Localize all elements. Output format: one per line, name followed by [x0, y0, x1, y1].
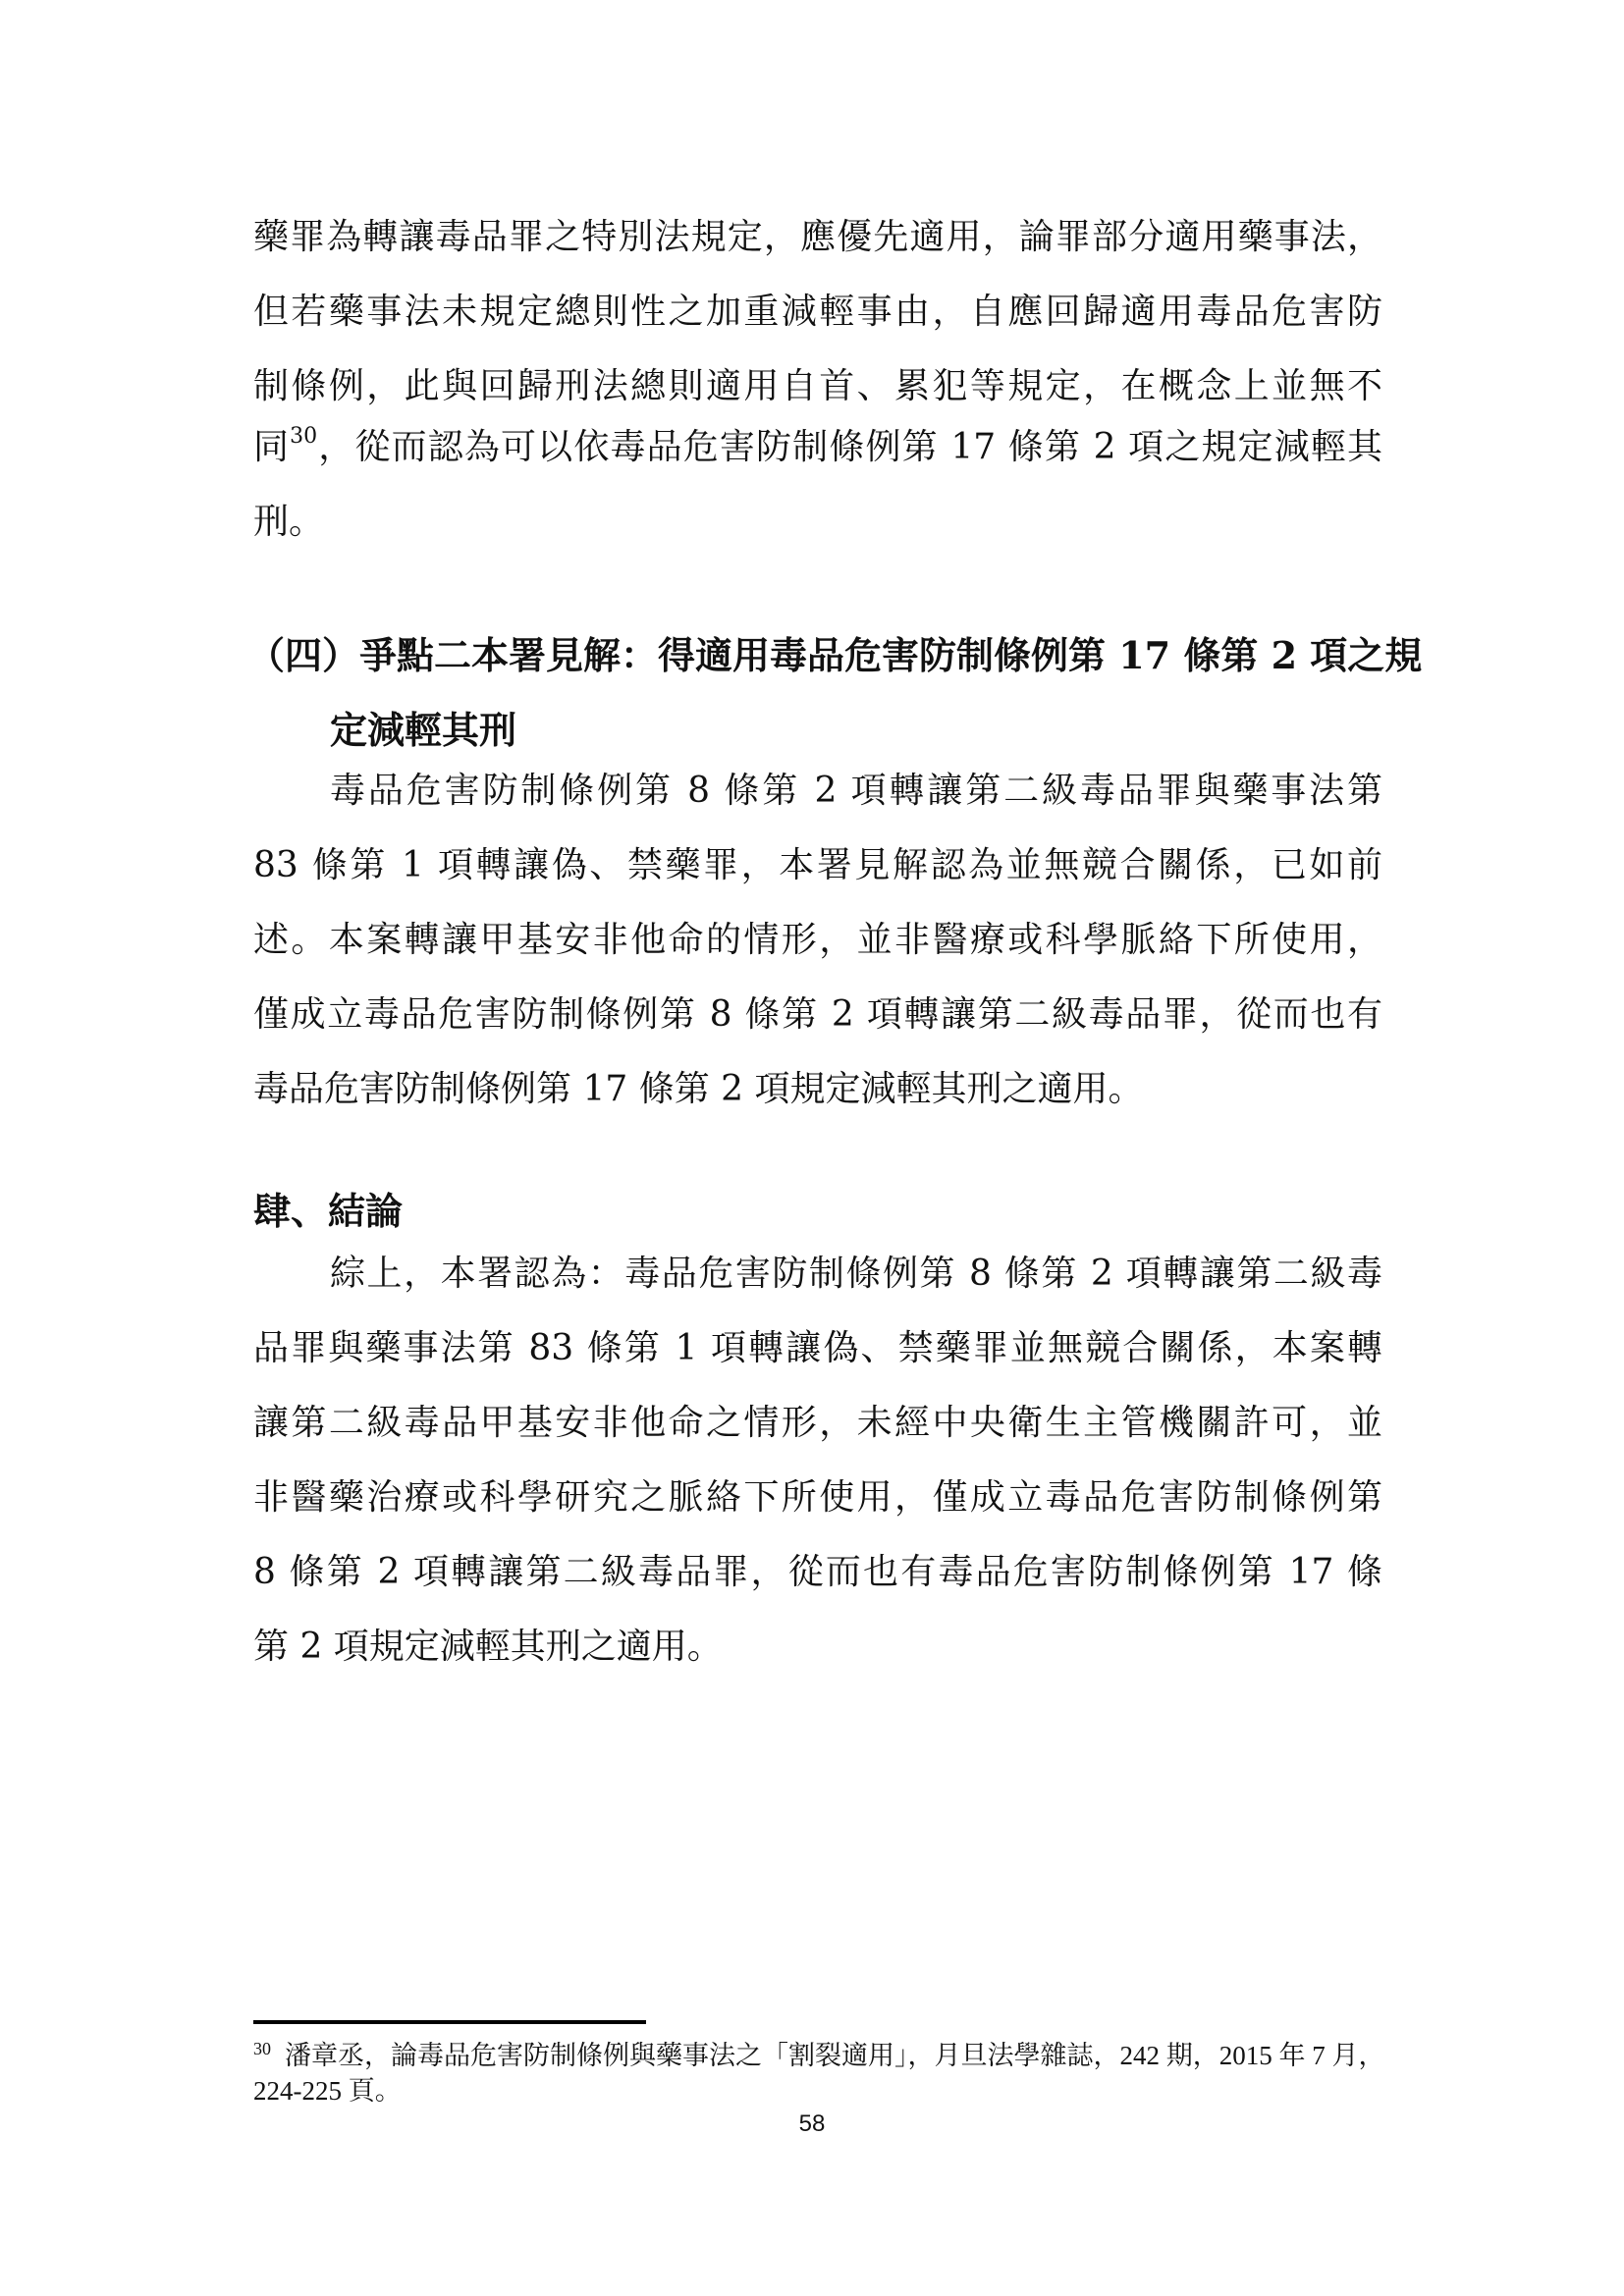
paragraph-line: 毒品危害防制條例第 8 條第 2 項轉讓第二級毒品罪與藥事法第: [330, 771, 1382, 811]
paragraph-line-with-footnote-ref: [253, 410, 1382, 485]
paragraph-text: 同: [253, 427, 291, 467]
footnote-text: 潘章丞，論毒品危害防制條例與藥事法之「割裂適用」，月旦法學雜誌，242 期，2015 年 7 月，: [285, 2041, 1385, 2070]
footnote: [253, 2038, 1385, 2076]
section-heading-continuation: 定減輕其刑: [330, 708, 517, 752]
page-number: 58: [798, 2110, 826, 2137]
paragraph-line: 讓第二級毒品甲基安非他命之情形，未經中央衛生主管機關許可，並: [253, 1403, 1382, 1443]
footnote-separator: [253, 2020, 646, 2024]
paragraph-line: 83 條第 1 項轉讓偽、禁藥罪，本署見解認為並無競合關係，已如前: [253, 845, 1382, 885]
paragraph-line: 品罪與藥事法第 83 條第 1 項轉讓偽、禁藥罪並無競合關係，本案轉: [253, 1328, 1382, 1368]
paragraph-line: 毒品危害防制條例第 17 條第 2 項規定減輕其刑之適用。: [253, 1069, 1144, 1109]
conclusion-heading: 肆、結論: [253, 1189, 404, 1233]
paragraph-line: 綜上，本署認為：毒品危害防制條例第 8 條第 2 項轉讓第二級毒: [330, 1254, 1382, 1294]
paragraph-line: 刑。: [253, 502, 325, 542]
footnote-number: 30: [253, 2039, 271, 2058]
paragraph-line: 僅成立毒品危害防制條例第 8 條第 2 項轉讓第二級毒品罪，從而也有: [253, 994, 1382, 1035]
paragraph-line: 非醫藥治療或科學研究之脈絡下所使用，僅成立毒品危害防制條例第: [253, 1477, 1382, 1518]
footnote-reference[interactable]: 30: [290, 424, 318, 449]
paragraph-line: 但若藥事法未規定總則性之加重減輕事由，自應回歸適用毒品危害防: [253, 292, 1382, 332]
paragraph-line: 第 2 項規定減輕其刑之適用。: [253, 1627, 723, 1667]
paragraph-line: 制條例，此與回歸刑法總則適用自首、累犯等規定，在概念上並無不: [253, 366, 1382, 406]
paragraph-line: 8 條第 2 項轉讓第二級毒品罪，從而也有毒品危害防制條例第 17 條: [253, 1552, 1382, 1592]
section-heading: （四）爭點二本署見解：得適用毒品危害防制條例第 17 條第 2 項之規: [247, 633, 1423, 677]
paragraph-text: ，從而認為可以依毒品危害防制條例第 17 條第 2 項之規定減輕其: [317, 427, 1382, 467]
paragraph-line: 述。本案轉讓甲基安非他命的情形，並非醫療或科學脈絡下所使用，: [253, 920, 1382, 960]
footnote-continuation: 224-225 頁。: [253, 2076, 402, 2106]
paragraph-line: 藥罪為轉讓毒品罪之特別法規定，應優先適用，論罪部分適用藥事法，: [253, 217, 1382, 257]
